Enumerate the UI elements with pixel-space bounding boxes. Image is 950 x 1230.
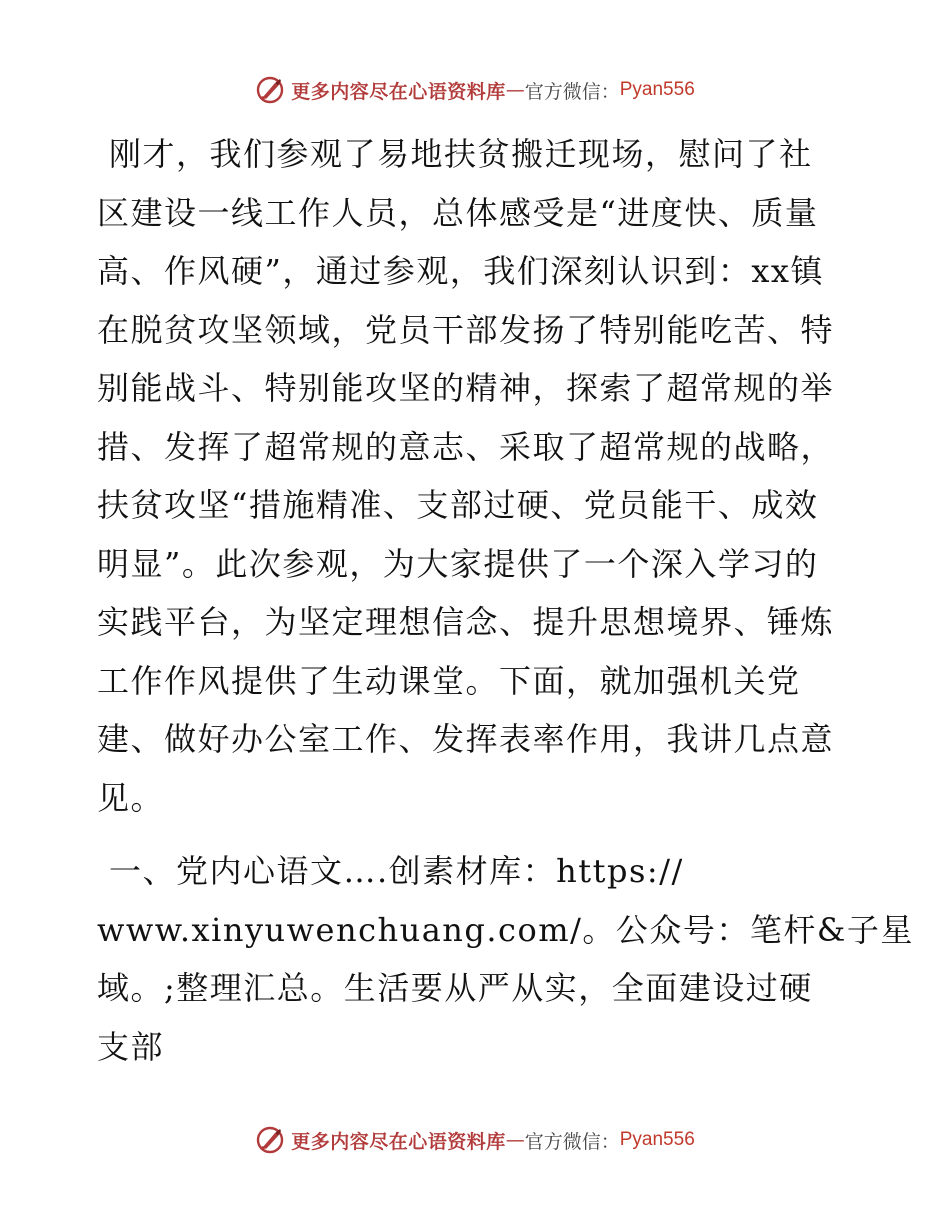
banner-separator: —: [505, 1129, 525, 1151]
text-line: 扶贫攻坚“措施精准、支部过硬、党员能干、成效: [97, 486, 819, 524]
document-body: [97, 125, 914, 1076]
banner-official-label: 官方微信：: [524, 1130, 620, 1153]
footer-banner: [0, 1120, 950, 1160]
text-line: 域。;整理汇总。生活要从严从实，全面建设过硬: [97, 969, 813, 1007]
banner-site-text: 更多内容尽在心语资料库: [291, 80, 506, 103]
paragraph-gap: [97, 827, 867, 842]
banner-site-text: 更多内容尽在心语资料库: [291, 1130, 506, 1153]
banner-separator: —: [505, 79, 525, 101]
banner-official-label: 官方微信：: [524, 80, 620, 103]
text-line: www.xinyuwenchuang.com/。公众号：笔杆&子星: [97, 910, 914, 949]
banner-wechat-id: Pyan556: [619, 79, 695, 100]
text-line: 措、发挥了超常规的意志、采取了超常规的战略，: [97, 427, 835, 466]
text-line: 别能战斗、特别能攻坚的精神，探索了超常规的举: [97, 369, 835, 407]
text-line: 实践平台，为坚定理想信念、提升思想境界、锤炼: [97, 603, 835, 641]
text-line: 在脱贫攻坚领域，党员干部发扬了特别能吃苦、特: [97, 310, 835, 349]
header-banner: [0, 70, 950, 110]
text-line: 工作作风提供了生动课堂。下面，就加强机关党: [97, 661, 801, 700]
section-heading-line: 一、党内心语文….创素材库：https://: [109, 852, 684, 890]
paragraph-intro: [97, 125, 867, 827]
text-line: 刚才，我们参观了易地扶贫搬迁现场，慰问了社: [109, 135, 813, 173]
text-line: 区建设一线工作人员，总体感受是“进度快、质量: [97, 193, 819, 232]
text-line: 支部: [97, 1027, 165, 1066]
quill-logo-icon: [255, 1125, 285, 1155]
text-line: 明显”。此次参观，为大家提供了一个深入学习的: [97, 544, 819, 583]
text-line: 见。: [97, 778, 165, 817]
quill-logo-icon: [255, 75, 285, 105]
text-line: 建、做好办公室工作、发挥表率作用，我讲几点意: [97, 720, 835, 758]
banner-wechat-id: Pyan556: [619, 1129, 695, 1150]
text-line: 高、作风硬”，通过参观，我们深刻认识到：xx镇: [97, 252, 824, 290]
paragraph-section-one: [97, 842, 914, 1076]
